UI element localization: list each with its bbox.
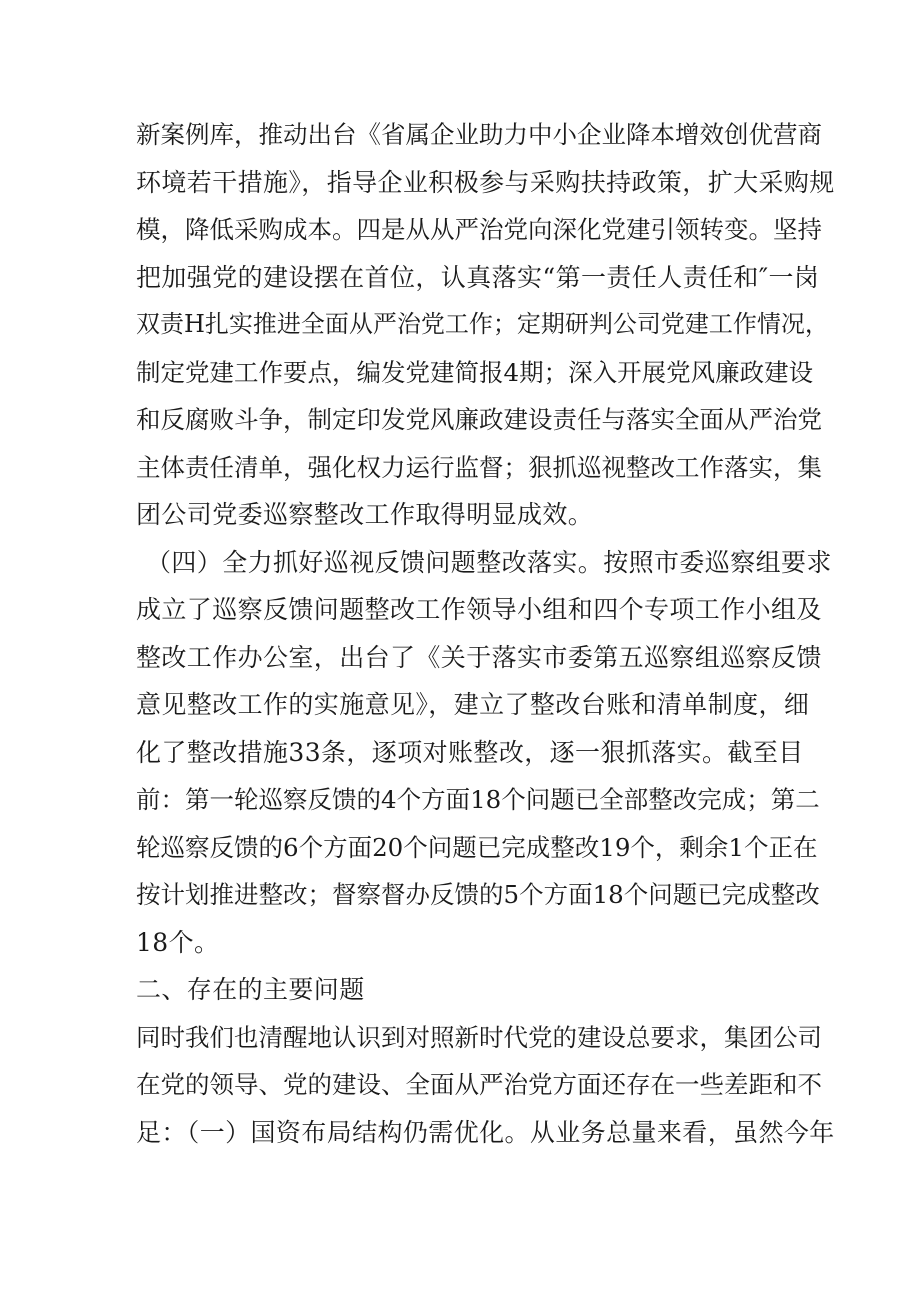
text-line: 轮巡察反馈的6个方面20个问题已完成整改19个，剩余1个正在 — [136, 832, 818, 862]
text-line: 制定党建工作要点，编发党建简报4期；深入开展党风廉政建设 — [136, 357, 814, 387]
text-line: 按计划推进整改；督察督办反馈的5个方面18个问题已完成整改 — [136, 880, 820, 909]
text-line: 18个。 — [136, 927, 220, 957]
text-line: 在党的领导、党的建设、全面从严治党方面还存在一些差距和不 — [136, 1070, 822, 1099]
text-line: 团公司党委巡察整改工作取得明显成效。 — [136, 500, 594, 529]
text-line: 主体责任清单，强化权力运行监督；狠抓巡视整改工作落实，集 — [136, 452, 822, 482]
text-line: 和反腐败斗争，制定印发党风廉政建设责任与落实全面从严治党 — [136, 405, 822, 434]
section-heading-line: （四）全力抓好巡视反馈问题整改落实。按照市委巡察组要求 — [146, 547, 832, 577]
text-line: 把加强党的建设摆在首位，认真落实“第一责任人责任和″一岗 — [136, 262, 820, 292]
text-line: 整改工作办公室，出台了《关于落实市委第五巡察组巡察反馈 — [136, 642, 822, 672]
text-line: 同时我们也清醒地认识到对照新时代党的建设总要求，集团公司 — [136, 1022, 822, 1052]
document-body — [136, 111, 835, 1156]
text-line: 成立了巡察反馈问题整改工作领导小组和四个专项工作小组及 — [136, 595, 822, 624]
text-line: 意见整改工作的实施意见》，建立了整改台账和清单制度，细 — [136, 690, 810, 719]
text-line: 环境若干措施》，指导企业积极参与采购扶持政策，扩大采购规 — [136, 167, 835, 197]
text-line: 足：（一）国资布局结构仍需优化。从业务总量来看，虽然今年 — [136, 1117, 835, 1147]
text-line: 模，降低采购成本。四是从从严治党向深化党建引领转变。坚持 — [136, 215, 822, 244]
section-heading: 二、存在的主要问题 — [136, 975, 365, 1004]
text-line: 前：第一轮巡察反馈的4个方面18个问题已全部整改完成；第二 — [136, 785, 820, 814]
text-line: 双责H扎实推进全面从严治党工作；定期研判公司党建工作情况， — [136, 310, 829, 338]
text-line: 新案例库，推动出台《省属企业助力中小企业降本增效创优营商 — [136, 120, 822, 149]
text-line: 化了整改措施33条，逐项对账整改，逐一狠抓落实。截至目 — [136, 737, 804, 767]
